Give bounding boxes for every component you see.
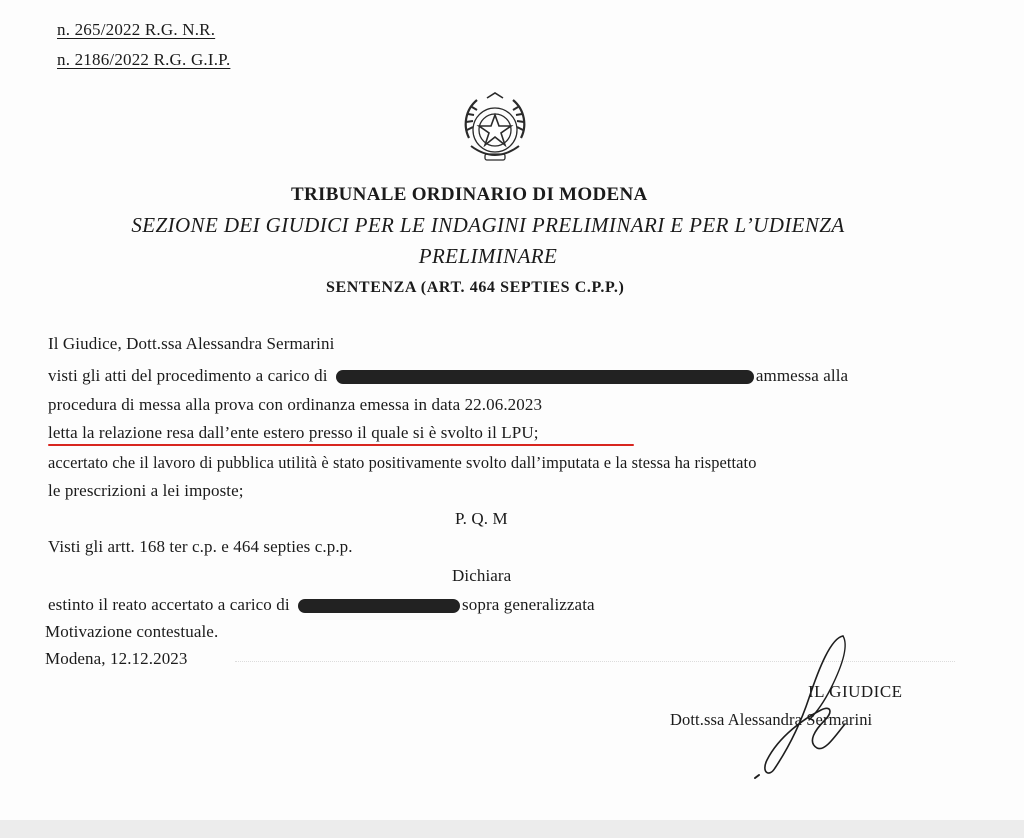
section-title-line-1: SEZIONE DEI GIUDICI PER LE INDAGINI PRELIMINARI E PER L’UDIENZA [131, 213, 845, 237]
handwritten-signature-icon [735, 628, 865, 793]
case-number-rggip: n. 2186/2022 R.G. G.I.P. [57, 50, 231, 69]
pqm-heading: P. Q. M [455, 509, 508, 528]
procedure-line [48, 366, 848, 386]
redacted-name-2 [298, 599, 460, 613]
probation-order-line: procedura di messa alla prova con ordinanza emessa in data 22.06.2023 [48, 395, 543, 414]
judge-intro: Il Giudice, Dott.ssa Alessandra Sermarini [48, 334, 335, 353]
report-line: letta la relazione resa dall’ente estero presso il quale si è svolto il LPU; [48, 423, 539, 442]
case-number-rgnr: n. 265/2022 R.G. N.R. [57, 20, 216, 39]
procedure-line-end: ammessa alla [755, 366, 849, 385]
emblem-of-italy-icon [455, 90, 535, 170]
judge-title: IL GIUDICE [808, 682, 903, 701]
red-highlight-underline [48, 444, 634, 446]
prescriptions-line: le prescrizioni a lei imposte; [48, 481, 244, 500]
court-title: TRIBUNALE ORDINARIO DI MODENA [291, 184, 648, 205]
extinction-line-end: sopra generalizzata [462, 595, 595, 614]
judge-name: Dott.ssa Alessandra Sermarini [670, 710, 873, 729]
place-date: Modena, 12.12.2023 [45, 649, 188, 668]
motivation-line: Motivazione contestuale. [45, 622, 219, 641]
extinction-line-start: estinto il reato accertato a carico di [48, 595, 290, 614]
extinction-line [48, 595, 595, 615]
scan-bottom-edge [0, 820, 1024, 838]
dichiara-heading: Dichiara [452, 566, 512, 585]
section-title-line-2: PRELIMINARE [418, 244, 558, 268]
procedure-line-start: visti gli atti del procedimento a carico di [48, 366, 328, 385]
articles-line: Visti gli artt. 168 ter c.p. e 464 septies c.p.p. [48, 537, 353, 556]
assessment-line: accertato che il lavoro di pubblica utilità è stato positivamente svolto dall’imputata e la stessa ha rispettato [48, 453, 757, 472]
sentenza-heading: SENTENZA (ART. 464 SEPTIES C.P.P.) [326, 279, 625, 296]
redacted-name [336, 370, 754, 384]
